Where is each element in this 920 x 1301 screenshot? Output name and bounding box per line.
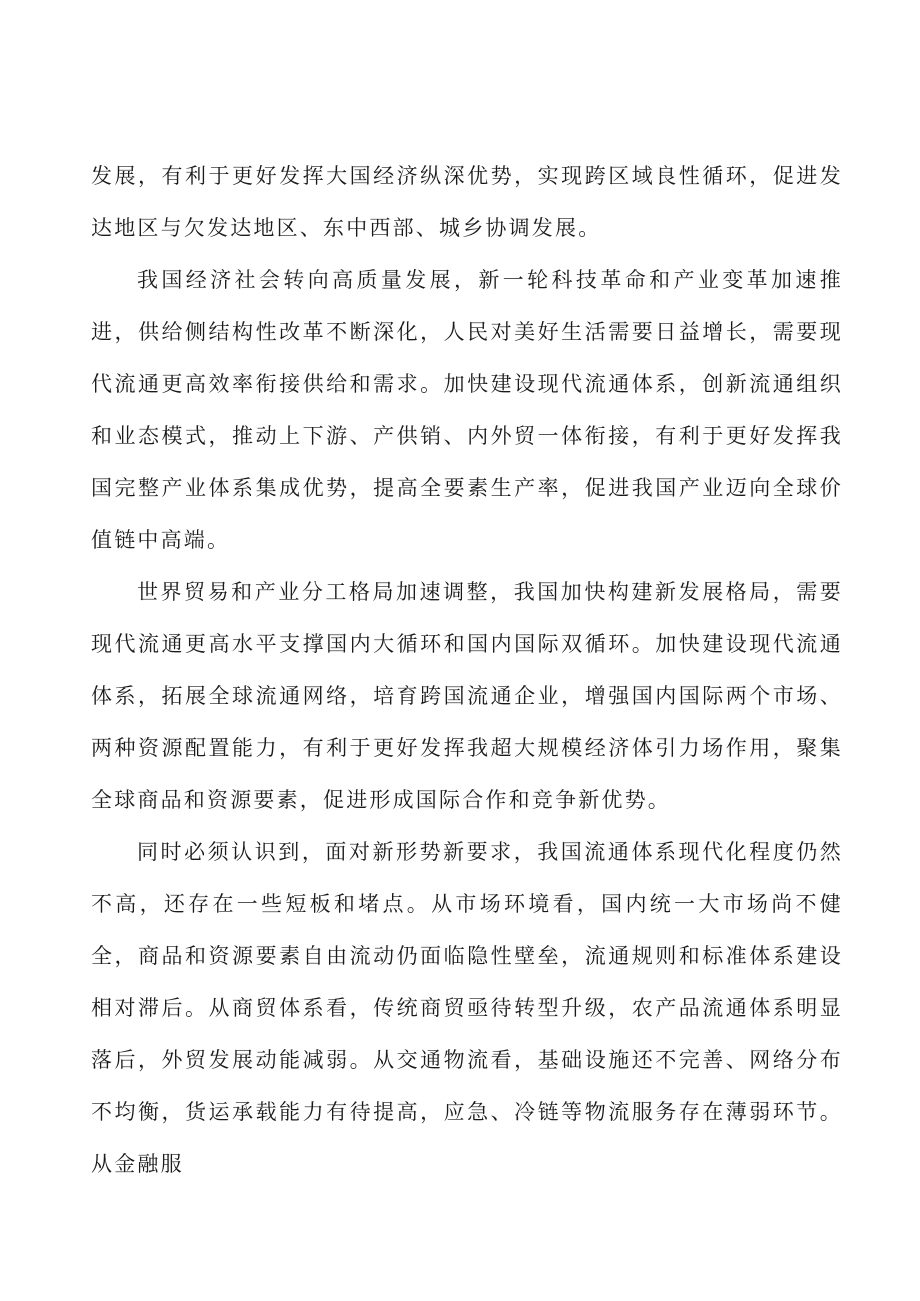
paragraph-world-trade: 世界贸易和产业分工格局加速调整，我国加快构建新发展格局，需要现代流通更高水平支撑国内大循环和国内国际双循环。加快建设现代流通体系，拓展全球流通网络，培育跨国流通企业，增强国内国际两个市场、两种资源配置能力，有利于更好发挥我超大规模经济体引力场作用，聚集全球商品和资源要素，促进形成国际合作和竞争新优势。 bbox=[91, 580, 843, 812]
paragraph-shortcomings: 同时必须认识到，面对新形势新要求，我国流通体系现代化程度仍然不高，还存在一些短板和堵点。从市场环境看，国内统一大市场尚不健全，商品和资源要素自由流动仍面临隐性壁垒，流通规则和标准体系建设相对滞后。从商贸体系看，传统商贸亟待转型升级，农产品流通体系明显落后，外贸发展动能减弱。从交通物流看，基础设施还不完善、网络分布不均衡，货运承载能力有待提高，应急、冷链等物流服务存在薄弱环节。从金融服 bbox=[91, 840, 843, 1176]
document-body bbox=[91, 150, 843, 1190]
paragraph-high-quality-development: 我国经济社会转向高质量发展，新一轮科技革命和产业变革加速推进，供给侧结构性改革不断深化，人民对美好生活需要日益增长，需要现代流通更高效率衔接供给和需求。加快建设现代流通体系，创新流通组织和业态模式，推动上下游、产供销、内外贸一体衔接，有利于更好发挥我国完整产业体系集成优势，提高全要素生产率，促进我国产业迈向全球价值链中高端。 bbox=[91, 268, 843, 552]
paragraph-continuation: 发展，有利于更好发挥大国经济纵深优势，实现跨区域良性循环，促进发达地区与欠发达地区、东中西部、城乡协调发展。 bbox=[91, 164, 843, 240]
